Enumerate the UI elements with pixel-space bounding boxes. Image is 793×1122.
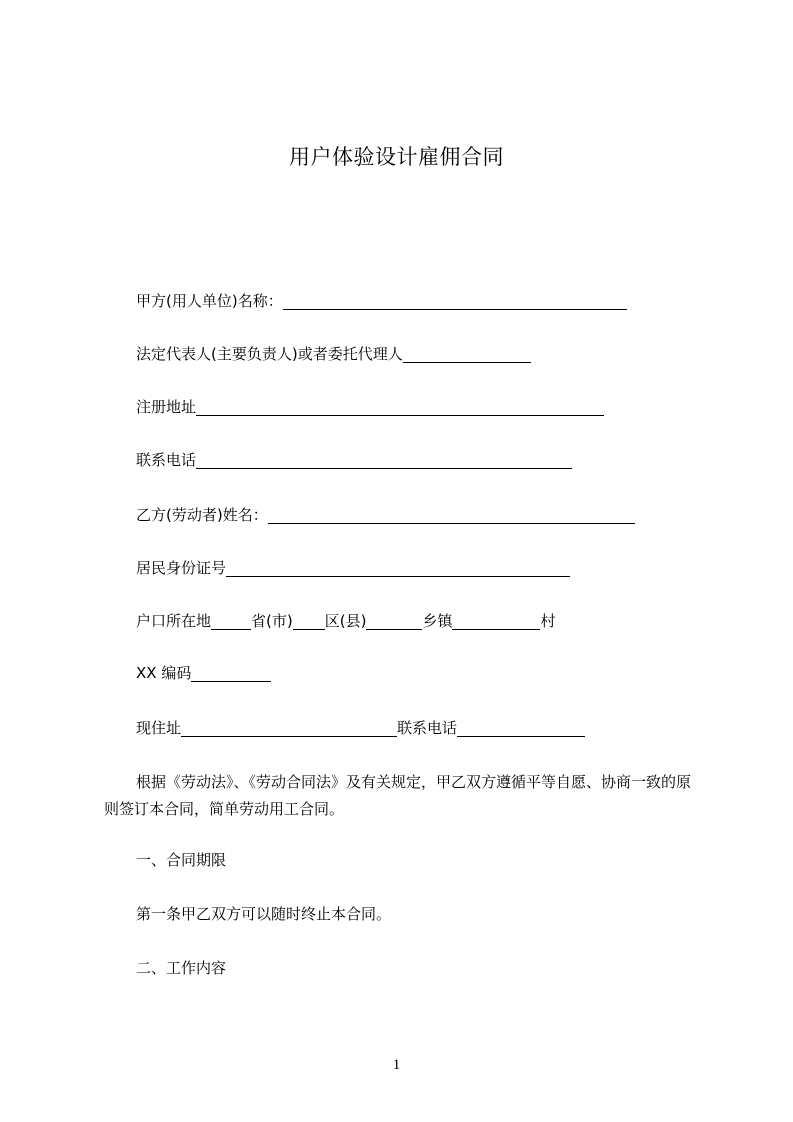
- legal-rep-blank[interactable]: [403, 345, 531, 363]
- phone-blank[interactable]: [196, 451, 572, 469]
- hukou-town-blank[interactable]: [366, 612, 422, 630]
- hukou-province-label: 省(市): [251, 612, 293, 630]
- hukou-province-blank[interactable]: [211, 612, 251, 630]
- employee-name-label: 乙方(劳动者)姓名：: [136, 506, 268, 524]
- page-number: 1: [392, 1057, 401, 1073]
- employee-name-blank[interactable]: [268, 506, 635, 524]
- section-1-heading: 一、合同期限: [136, 851, 227, 869]
- current-phone-label: 联系电话: [397, 719, 458, 737]
- section-2-heading: 二、工作内容: [136, 959, 227, 977]
- current-address-blank[interactable]: [181, 719, 397, 737]
- id-label: 居民身份证号: [136, 559, 227, 577]
- code-label: XX 编码: [136, 664, 192, 682]
- current-address-row: [136, 717, 585, 739]
- id-row: [136, 557, 570, 579]
- hukou-district-label: 区(县): [324, 612, 367, 630]
- address-blank[interactable]: [196, 398, 604, 416]
- hukou-label: 户口所在地: [136, 612, 212, 630]
- phone-row: [136, 449, 572, 471]
- legal-rep-label: 法定代表人(主要负责人)或者委托代理人: [136, 345, 403, 363]
- address-label: 注册地址: [136, 398, 197, 416]
- current-address-label: 现住址: [136, 719, 182, 737]
- employer-name-row: [136, 290, 627, 312]
- hukou-village-blank[interactable]: [452, 612, 540, 630]
- phone-label: 联系电话: [136, 451, 197, 469]
- current-phone-blank[interactable]: [457, 719, 585, 737]
- document-title: 用户体验设计雇佣合同: [289, 145, 504, 169]
- employer-name-label: 甲方(用人单位)名称：: [136, 292, 283, 310]
- id-blank[interactable]: [226, 559, 570, 577]
- code-blank[interactable]: [191, 664, 271, 682]
- hukou-town-label: 乡镇: [422, 612, 453, 630]
- employer-name-blank[interactable]: [283, 292, 627, 310]
- hukou-row: [136, 610, 555, 632]
- hukou-village-label: 村: [540, 612, 556, 630]
- legal-rep-row: [136, 343, 531, 365]
- code-row: [136, 662, 271, 684]
- address-row: [136, 396, 604, 418]
- preamble-paragraph: 根据《劳动法》、《劳动合同法》及有关规定，甲乙双方遵循平等自愿、协商一致的原则签订本合同，简单劳动用工合同。: [104, 773, 692, 818]
- employee-name-row: [136, 504, 635, 526]
- hukou-district-blank[interactable]: [293, 612, 325, 630]
- article-1: 第一条甲乙双方可以随时终止本合同。: [136, 905, 392, 923]
